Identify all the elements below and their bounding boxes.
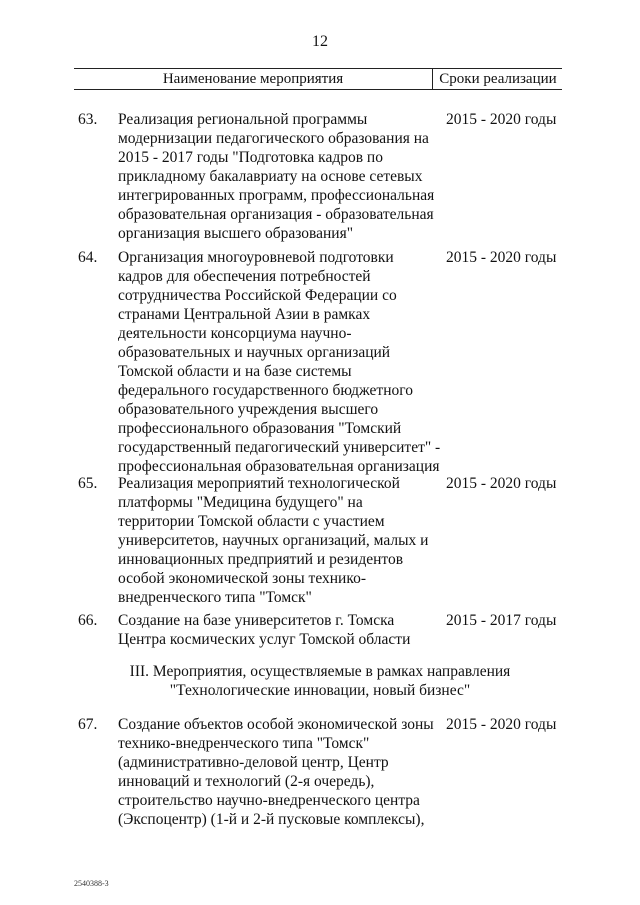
row-text-line: профессиональная образовательная организация <box>118 458 440 475</box>
column-header-deadline: Сроки реализации <box>439 71 557 87</box>
row-text-line: инноваций и технологий (2-я очередь), <box>118 773 375 790</box>
row-text-line: образовательная организация - образовательная <box>118 206 434 223</box>
row-deadline: 2015 - 2020 годы <box>446 111 557 128</box>
row-text-line: Томской области и на базе системы <box>118 363 352 380</box>
row-text-line: технико-внедренческого типа "Томск" <box>118 735 370 752</box>
row-text-line: Создание объектов особой экономической зоны <box>118 716 434 733</box>
row-text-line: странами Центральной Азии в рамках <box>118 306 371 323</box>
document-code: 2540388-3 <box>74 879 109 888</box>
row-number: 63. <box>78 111 98 128</box>
row-text <box>118 611 444 649</box>
row-text-line: государственный педагогический университет" - <box>118 439 441 456</box>
row-text-line: университетов, научных организаций, малых и <box>118 532 429 549</box>
page-number: 12 <box>312 33 328 50</box>
row-deadline: 2015 - 2020 годы <box>446 249 557 266</box>
row-text <box>118 715 444 829</box>
row-text-line: сотрудничества Российской Федерации со <box>118 287 397 304</box>
row-text-line: Реализация региональной программы <box>118 111 368 128</box>
row-text-line: строительство научно-внедренческого центра <box>118 792 420 809</box>
row-text <box>118 248 444 476</box>
row-text-line: особой экономической зоны технико- <box>118 570 366 587</box>
row-deadline: 2015 - 2017 годы <box>446 612 557 629</box>
row-text-line: организация высшего образования" <box>118 225 354 242</box>
row-text-line: (административно-деловой центр, Центр <box>118 754 389 771</box>
row-text-line: федерального государственного бюджетного <box>118 382 413 399</box>
section-heading-line: "Технологические инновации, новый бизнес" <box>169 682 471 699</box>
row-text <box>118 110 444 243</box>
row-text-line: образовательных и научных организаций <box>118 344 391 361</box>
row-text-line: Реализация мероприятий технологической <box>118 475 400 492</box>
row-text-line: Центра космических услуг Томской области <box>118 631 411 648</box>
row-text-line: платформы "Медицина будущего" на <box>118 494 363 511</box>
row-number: 66. <box>78 612 98 629</box>
row-text <box>118 474 444 607</box>
row-deadline: 2015 - 2020 годы <box>446 716 557 733</box>
row-text-line: интегрированных программ, профессиональная <box>118 187 435 204</box>
row-text-line: модернизации педагогического образования на <box>118 130 429 147</box>
row-text-line: кадров для обеспечения потребностей <box>118 268 371 285</box>
row-text-line: прикладному бакалавриату на основе сетевых <box>118 168 423 185</box>
section-heading <box>0 662 640 700</box>
column-divider <box>432 69 433 89</box>
column-header-name: Наименование мероприятия <box>162 71 344 87</box>
row-text-line: территории Томской области с участием <box>118 513 385 530</box>
row-text-line: профессионального образования "Томский <box>118 420 402 437</box>
row-text-line: инновационных предприятий и резидентов <box>118 551 404 568</box>
row-deadline: 2015 - 2020 годы <box>446 475 557 492</box>
section-heading-line: III. Мероприятия, осуществляемые в рамках направления <box>129 663 511 680</box>
row-text-line: 2015 - 2017 годы "Подготовка кадров по <box>118 149 383 166</box>
row-text-line: деятельности консорциума научно- <box>118 325 352 342</box>
row-text-line: (Экспоцентр) (1-й и 2-й пусковые комплексы), <box>118 811 425 828</box>
row-text-line: Создание на базе университетов г. Томска <box>118 612 395 629</box>
row-text-line: Организация многоуровневой подготовки <box>118 249 394 266</box>
row-text-line: внедренческого типа "Томск" <box>118 589 312 606</box>
row-text-line: образовательного учреждения высшего <box>118 401 379 418</box>
row-number: 65. <box>78 475 98 492</box>
table-header <box>74 68 562 90</box>
row-number: 64. <box>78 249 98 266</box>
row-number: 67. <box>78 716 98 733</box>
